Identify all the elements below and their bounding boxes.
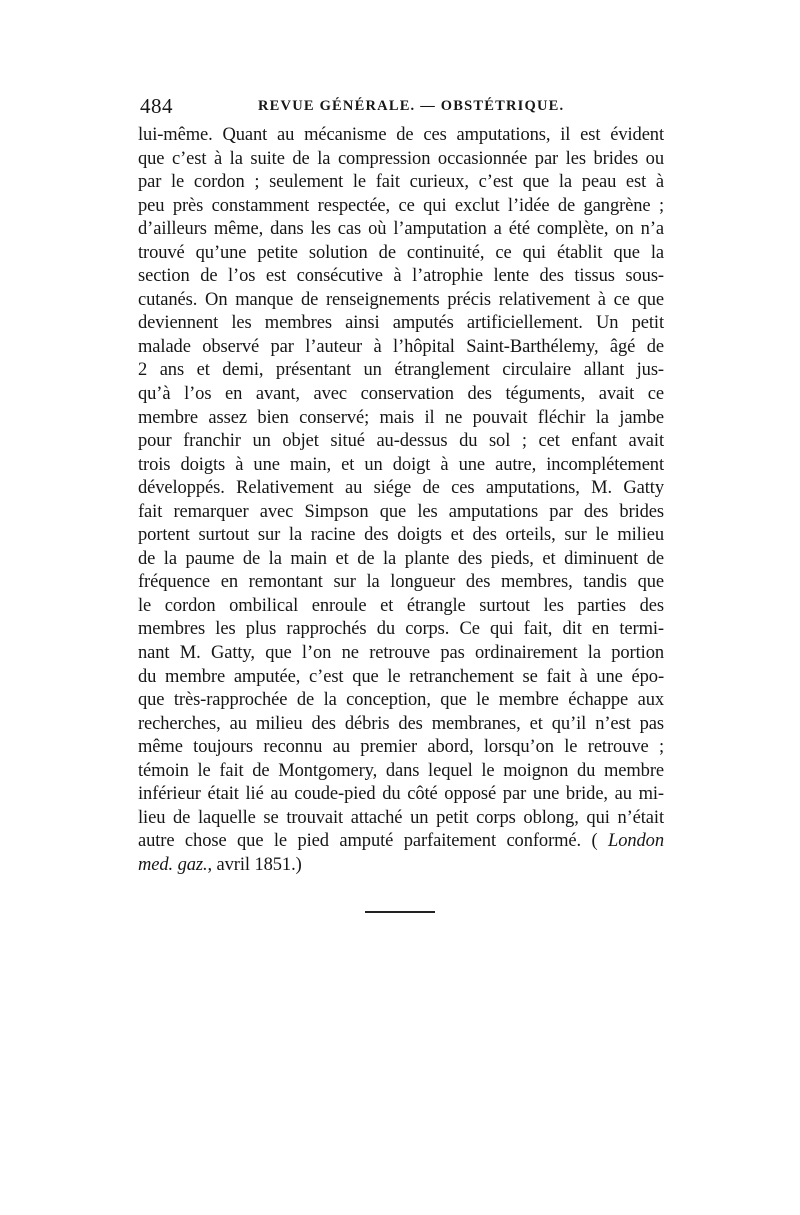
running-title: REVUE GÉNÉRALE. — OBSTÉTRIQUE. [258,98,565,114]
text-line: qu’à l’os en avant, avec conservation des téguments, avait ce [138,384,664,405]
text-line: malade observé par l’auteur à l’hôpital Saint-Barthélemy, âgé de [138,336,664,357]
text-line: pour franchir un objet situé au-dessus du sol ; cet enfant avait [138,431,664,452]
text-line: que très-rapprochée de la conception, que le membre échappe aux [138,690,664,711]
text-line: portent surtout sur la racine des doigts et des orteils, sur le milieu [138,525,664,546]
text-line: membre assez bien conservé; mais il ne pouvait fléchir la jambe [138,407,664,428]
text-line: par le cordon ; seulement le fait curieux, c’est que la peau est à [138,172,664,193]
citation-date: , avril 1851.) [207,854,302,875]
text-line: fait remarquer avec Simpson que les amputations par des brides [138,501,664,522]
text-line: témoin le fait de Montgomery, dans lequel le moignon du membre [138,760,664,781]
text-line: peu près constamment respectée, ce qui exclut l’idée de gangrène ; [138,195,664,216]
page-number: 484 [140,94,173,118]
text-line: d’ailleurs même, dans les cas où l’amputation a été complète, on n’a [138,219,664,240]
text-line: fréquence en remontant sur la longueur des membres, tandis que [138,572,664,593]
text-line: deviennent les membres ainsi amputés artificiellement. Un petit [138,313,664,334]
text-line: membres les plus rapprochés du corps. Ce qui fait, dit en termi- [138,619,664,640]
text-line: même toujours reconnu au premier abord, lorsqu’on le retrouve ; [138,737,664,758]
text-line: nant M. Gatty, que l’on ne retrouve pas ordinairement la portion [138,643,664,664]
text-line: cutanés. On manque de renseignements précis relativement à ce que [138,289,664,310]
citation-journal: London [608,831,664,852]
text-line: que c’est à la suite de la compression occasionnée par les brides ou [138,148,664,169]
text-line-with-citation [138,830,664,854]
text-line: lui-même. Quant au mécanisme de ces amputations, il est évident [138,125,664,145]
text-line-citation-end [138,854,664,878]
text-line: lieu de laquelle se trouvait attaché un petit corps oblong, qui n’était [138,807,664,828]
text-line: section de l’os est consécutive à l’atrophie lente des tissus sous- [138,266,664,287]
citation-lead: autre chose que le pied amputé parfaitement conformé. ( [138,831,598,852]
body-text [138,124,664,878]
text-line: trouvé qu’une petite solution de continuité, ce qui établit que la [138,242,664,263]
text-line: le cordon ombilical enroule et étrangle surtout les parties des [138,595,664,616]
text-line: de la paume de la main et de la plante des pieds, et diminuent de [138,548,664,569]
citation-journal-abbrev: med. gaz. [138,854,208,875]
text-line: inférieur était lié au coude-pied du côté opposé par une bride, au mi- [138,784,664,805]
text-line: trois doigts à une main, et un doigt à une autre, incomplétement [138,454,664,475]
text-line: 2 ans et demi, présentant un étranglement circulaire allant jus- [138,360,664,381]
text-line: recherches, au milieu des débris des membranes, et qu’il n’est pas [138,713,664,734]
text-line: développés. Relativement au siége de ces amputations, M. Gatty [138,478,664,499]
text-line: du membre amputée, c’est que le retranchement se fait à une épo- [138,666,664,687]
section-separator-rule [365,911,435,913]
running-head [140,94,660,124]
